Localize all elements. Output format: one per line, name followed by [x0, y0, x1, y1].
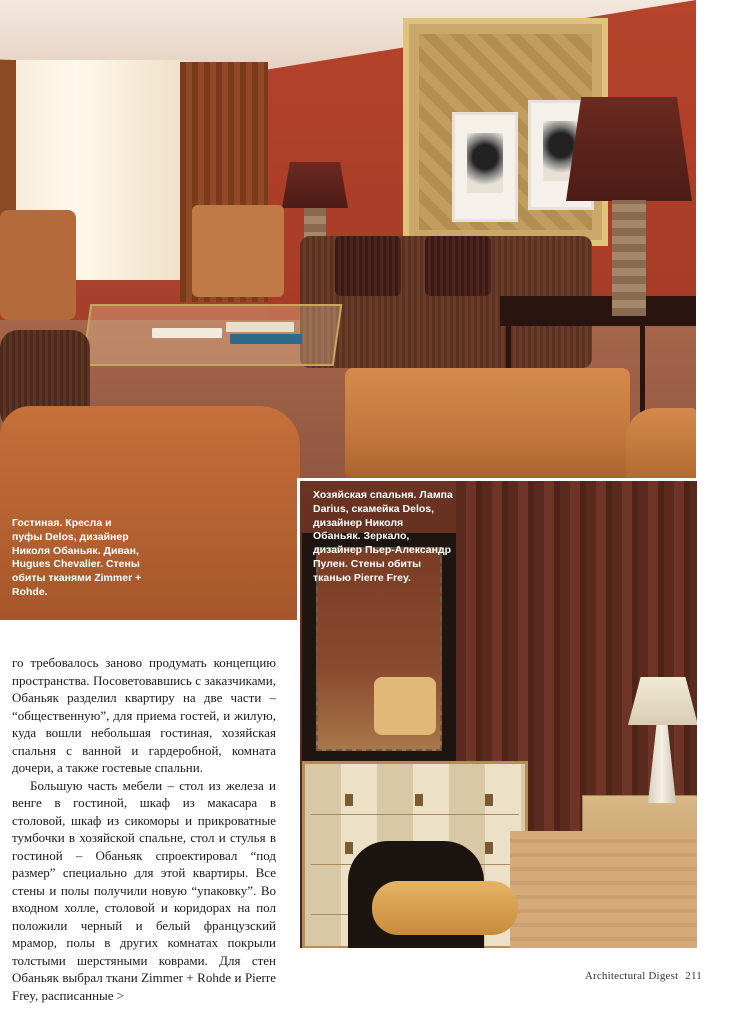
page-footer	[581, 970, 702, 982]
living-room-caption: Гостиная. Кресла и пуфы Delos, дизайнер Николя Обаньяк. Диван, Hugues Chevalier. Стены обиты тканями Zimmer + Rohde.	[12, 517, 142, 598]
armchair	[0, 210, 76, 320]
book-stack	[230, 334, 302, 344]
bedroom-caption: Хозяйская спальня. Лампа Darius, скамейка Delos, дизайнер Николя Обаньяк. Зеркало, дизайнер Пьер-Александр Пулен. Стены обиты тканью Pierre Frey.	[313, 489, 453, 584]
article-body	[12, 654, 276, 1004]
drawer-handle	[345, 842, 353, 854]
book-stack	[226, 322, 294, 332]
magazine-name: Architectural Digest	[584, 970, 679, 982]
drawer-handle	[415, 794, 423, 806]
mirror-reflection	[374, 677, 436, 735]
drawer-handle	[485, 842, 493, 854]
article-paragraph: Большую часть мебели – стол из железа и венге в гостиной, шкаф из макасара в столовой, шкаф из сикоморы и прикроватные тумбочки в хозяйской спальне, стол и стулья в гостиной – Обаньяк спроектировал “под размер” специально для этой квартиры. Все стены и полы получили новую “упаковку”. Во входном холле, столовой и коридорах на пол положили черный и белый французский мрамор, полы в других комнатах покрыли толстыми шерстяными коврами. Для стен Обаньяк выбрал ткани Zimmer + Rohde и Pierre Frey, расписанные >	[12, 777, 276, 1003]
framed-artwork	[452, 112, 518, 222]
lamp-base	[612, 200, 646, 316]
ottoman	[345, 368, 630, 480]
drawer-handle	[345, 794, 353, 806]
bench-cushion	[372, 881, 518, 935]
lamp-shade	[566, 97, 692, 201]
drawer-handle	[485, 794, 493, 806]
book-stack	[152, 328, 222, 338]
sofa-cushion	[425, 236, 491, 296]
ottoman	[626, 408, 696, 480]
page-number: 211	[685, 970, 702, 982]
bedspread	[510, 831, 697, 948]
side-table	[500, 296, 696, 326]
lamp-shade	[282, 162, 348, 208]
sofa-cushion	[335, 236, 401, 296]
article-paragraph: го требовалось заново продумать концепцию пространства. Посоветовавшись с заказчиками, Обаньяк разделил квартиру на две части – “общественную”, для приема гостей, и жилую, куда вошли небольшая гостиная, хозяйская спальня с ванной и гардеробной, комната дочери, а также гостевые спальни.	[12, 655, 276, 775]
armchair	[192, 205, 284, 297]
drawer-divider	[311, 814, 519, 815]
